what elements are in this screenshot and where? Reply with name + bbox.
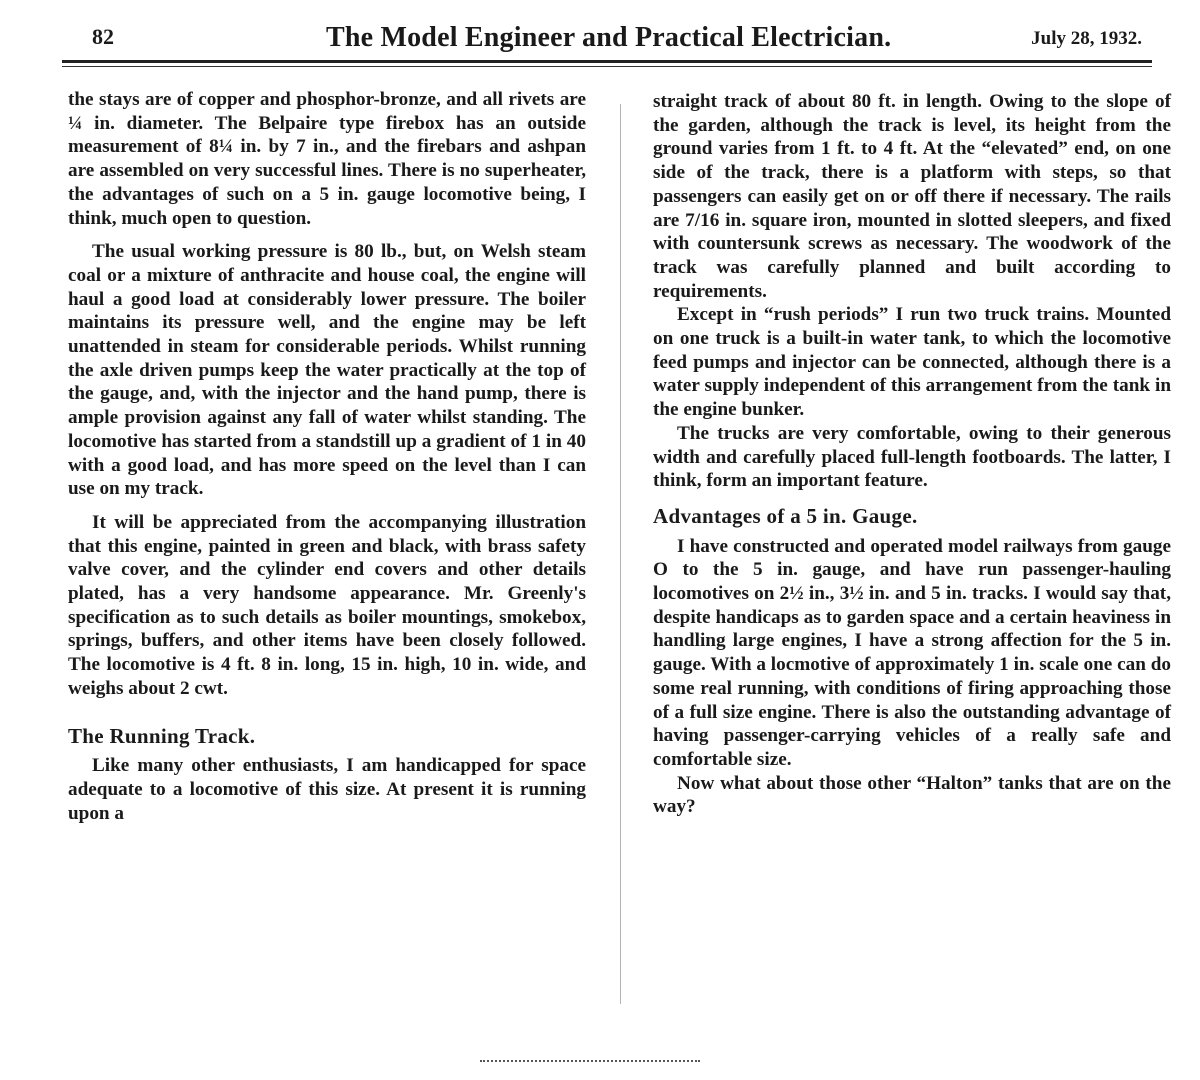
right-paragraph-4: I have constructed and operated model railways from gauge O to the 5 in. gauge, and have run passenger-hauling locomotives on 2½ in., 3½ in. and 5 in. tracks. I would say that, despite handicaps as to garden space and a certain heaviness in handling large engines, I have a strong affection for the 5 in. gauge. With a locmotive of approximately 1 in. scale one can do some real running, with conditions of firing approaching those of a full size engine. There is also the outstanding advantage of having passenger-carrying vehicles of a really safe and comfortable size.: [653, 535, 1171, 770]
left-paragraph-1: the stays are of copper and phosphor-bronze, and all rivets are ¼ in. diameter. The Belpaire type firebox has an outside measurement of 8¼ in. by 7 in., and the firebars and ashpan are assembled on very successful lines. There is no superheater, the advantages of such on a 5 in. gauge locomotive being, I think, much open to question.: [68, 89, 586, 229]
right-paragraph-5: Now what about those other “Halton” tanks that are on the way?: [653, 772, 1171, 818]
left-paragraph-2: The usual working pressure is 80 lb., but, on Welsh steam coal or a mixture of anthracite and house coal, the engine will haul a good load at considerably lower pressure. The boiler maintains its pressure well, and the engine may be left unattended in steam for considerable periods. Whilst running the axle driven pumps keep the water practically at the top of the gauge, and, with the injector and the hand pump, there is ample provision against any fall of water whilst standing. The locomotive has started from a standstill up a gradient of 1 in 40 with a good load, and has more speed on the level than I can use on my track.: [68, 241, 586, 500]
left-paragraph-4: Like many other enthusiasts, I am handicapped for space adequate to a locomotive of this size. At present it is running upon a: [68, 755, 586, 824]
page-header: [62, 20, 1152, 60]
section-heading-running-track: The Running Track.: [68, 723, 256, 748]
right-paragraph-3: The trucks are very comfortable, owing to their generous width and carefully placed full-length footboards. The latter, I think, form an important feature.: [653, 422, 1171, 492]
left-paragraph-3: It will be appreciated from the accompanying illustration that this engine, painted in green and black, with brass safety valve cover, and the cylinder end covers and other details plated, has a very handsome appearance. Mr. Greenly's specification as to such details as boiler mountings, smokebox, springs, buffers, and other items have been closely followed. The locomotive is 4 ft. 8 in. long, 15 in. high, 10 in. wide, and weighs about 2 cwt.: [68, 511, 586, 699]
section-heading-advantages: Advantages of a 5 in. Gauge.: [653, 503, 918, 528]
right-paragraph-2: Except in “rush periods” I run two truck trains. Mounted on one truck is a built-in water tank, to which the locomotive feed pumps and injector can be connected, although there is a water supply independent of this arrangement from the tank in the engine bunker.: [653, 304, 1171, 421]
header-rule-thick: [62, 60, 1152, 63]
right-column: [653, 90, 1171, 819]
left-column: [68, 88, 586, 825]
journal-title: The Model Engineer and Practical Electrician.: [326, 22, 892, 53]
header-rule-thin: [62, 66, 1152, 67]
column-divider: [620, 104, 622, 1004]
footer-rule: [480, 1060, 700, 1064]
page-number: 82: [92, 24, 114, 49]
right-paragraph-1: straight track of about 80 ft. in length. Owing to the slope of the garden, although the track is level, its height from the ground varies from 1 ft. to 4 ft. At the “elevated” end, on one side of the track, there is a platform with steps, so that passengers can easily get on or off there if necessary. The rails are 7/16 in. square iron, mounted in slotted sleepers, and fixed with countersunk screws as necessary. The woodwork of the track was carefully planned and built according to requirements.: [653, 91, 1171, 302]
issue-date: July 28, 1932.: [1031, 28, 1142, 49]
